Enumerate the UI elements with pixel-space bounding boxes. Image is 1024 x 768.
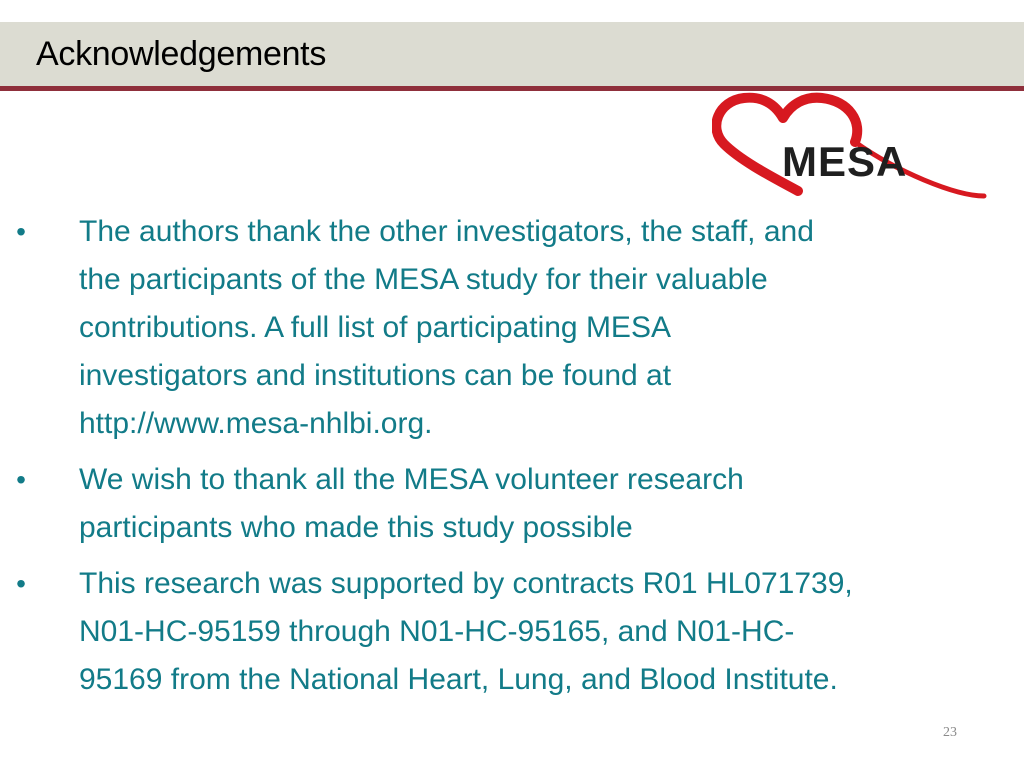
bullet-line: We wish to thank all the MESA volunteer research xyxy=(79,463,744,496)
bullet-line: The authors thank the other investigators, the staff, and xyxy=(79,215,814,248)
bullet-list xyxy=(0,208,1024,704)
bullet-marker: • xyxy=(16,464,26,495)
bullet-line: the participants of the MESA study for their valuable xyxy=(79,263,768,296)
bullet-line: N01-HC-95159 through N01-HC-95165, and N01-HC- xyxy=(79,615,795,648)
bullet-line: participants who made this study possible xyxy=(79,511,633,544)
mesa-logo xyxy=(712,92,988,204)
logo-text: MESA xyxy=(782,138,908,185)
page-number: 23 xyxy=(943,725,957,740)
bullet-item-volunteers xyxy=(0,456,1024,552)
bullet-marker: • xyxy=(16,568,26,599)
bullet-line: This research was supported by contracts R01 HL071739, xyxy=(79,567,853,600)
bullet-line: contributions. A full list of participating MESA xyxy=(79,311,671,344)
bullet-marker: • xyxy=(16,216,26,247)
bullet-line: investigators and institutions can be found at xyxy=(79,359,672,392)
bullet-line: 95169 from the National Heart, Lung, and Blood Institute. xyxy=(79,663,838,696)
bullet-line: http://www.mesa-nhlbi.org. xyxy=(79,407,433,440)
title-rule xyxy=(0,86,1024,91)
bullet-item-funding xyxy=(0,560,1024,704)
bullet-item-thanks xyxy=(0,208,1024,448)
slide-title: Acknowledgements xyxy=(36,35,327,73)
